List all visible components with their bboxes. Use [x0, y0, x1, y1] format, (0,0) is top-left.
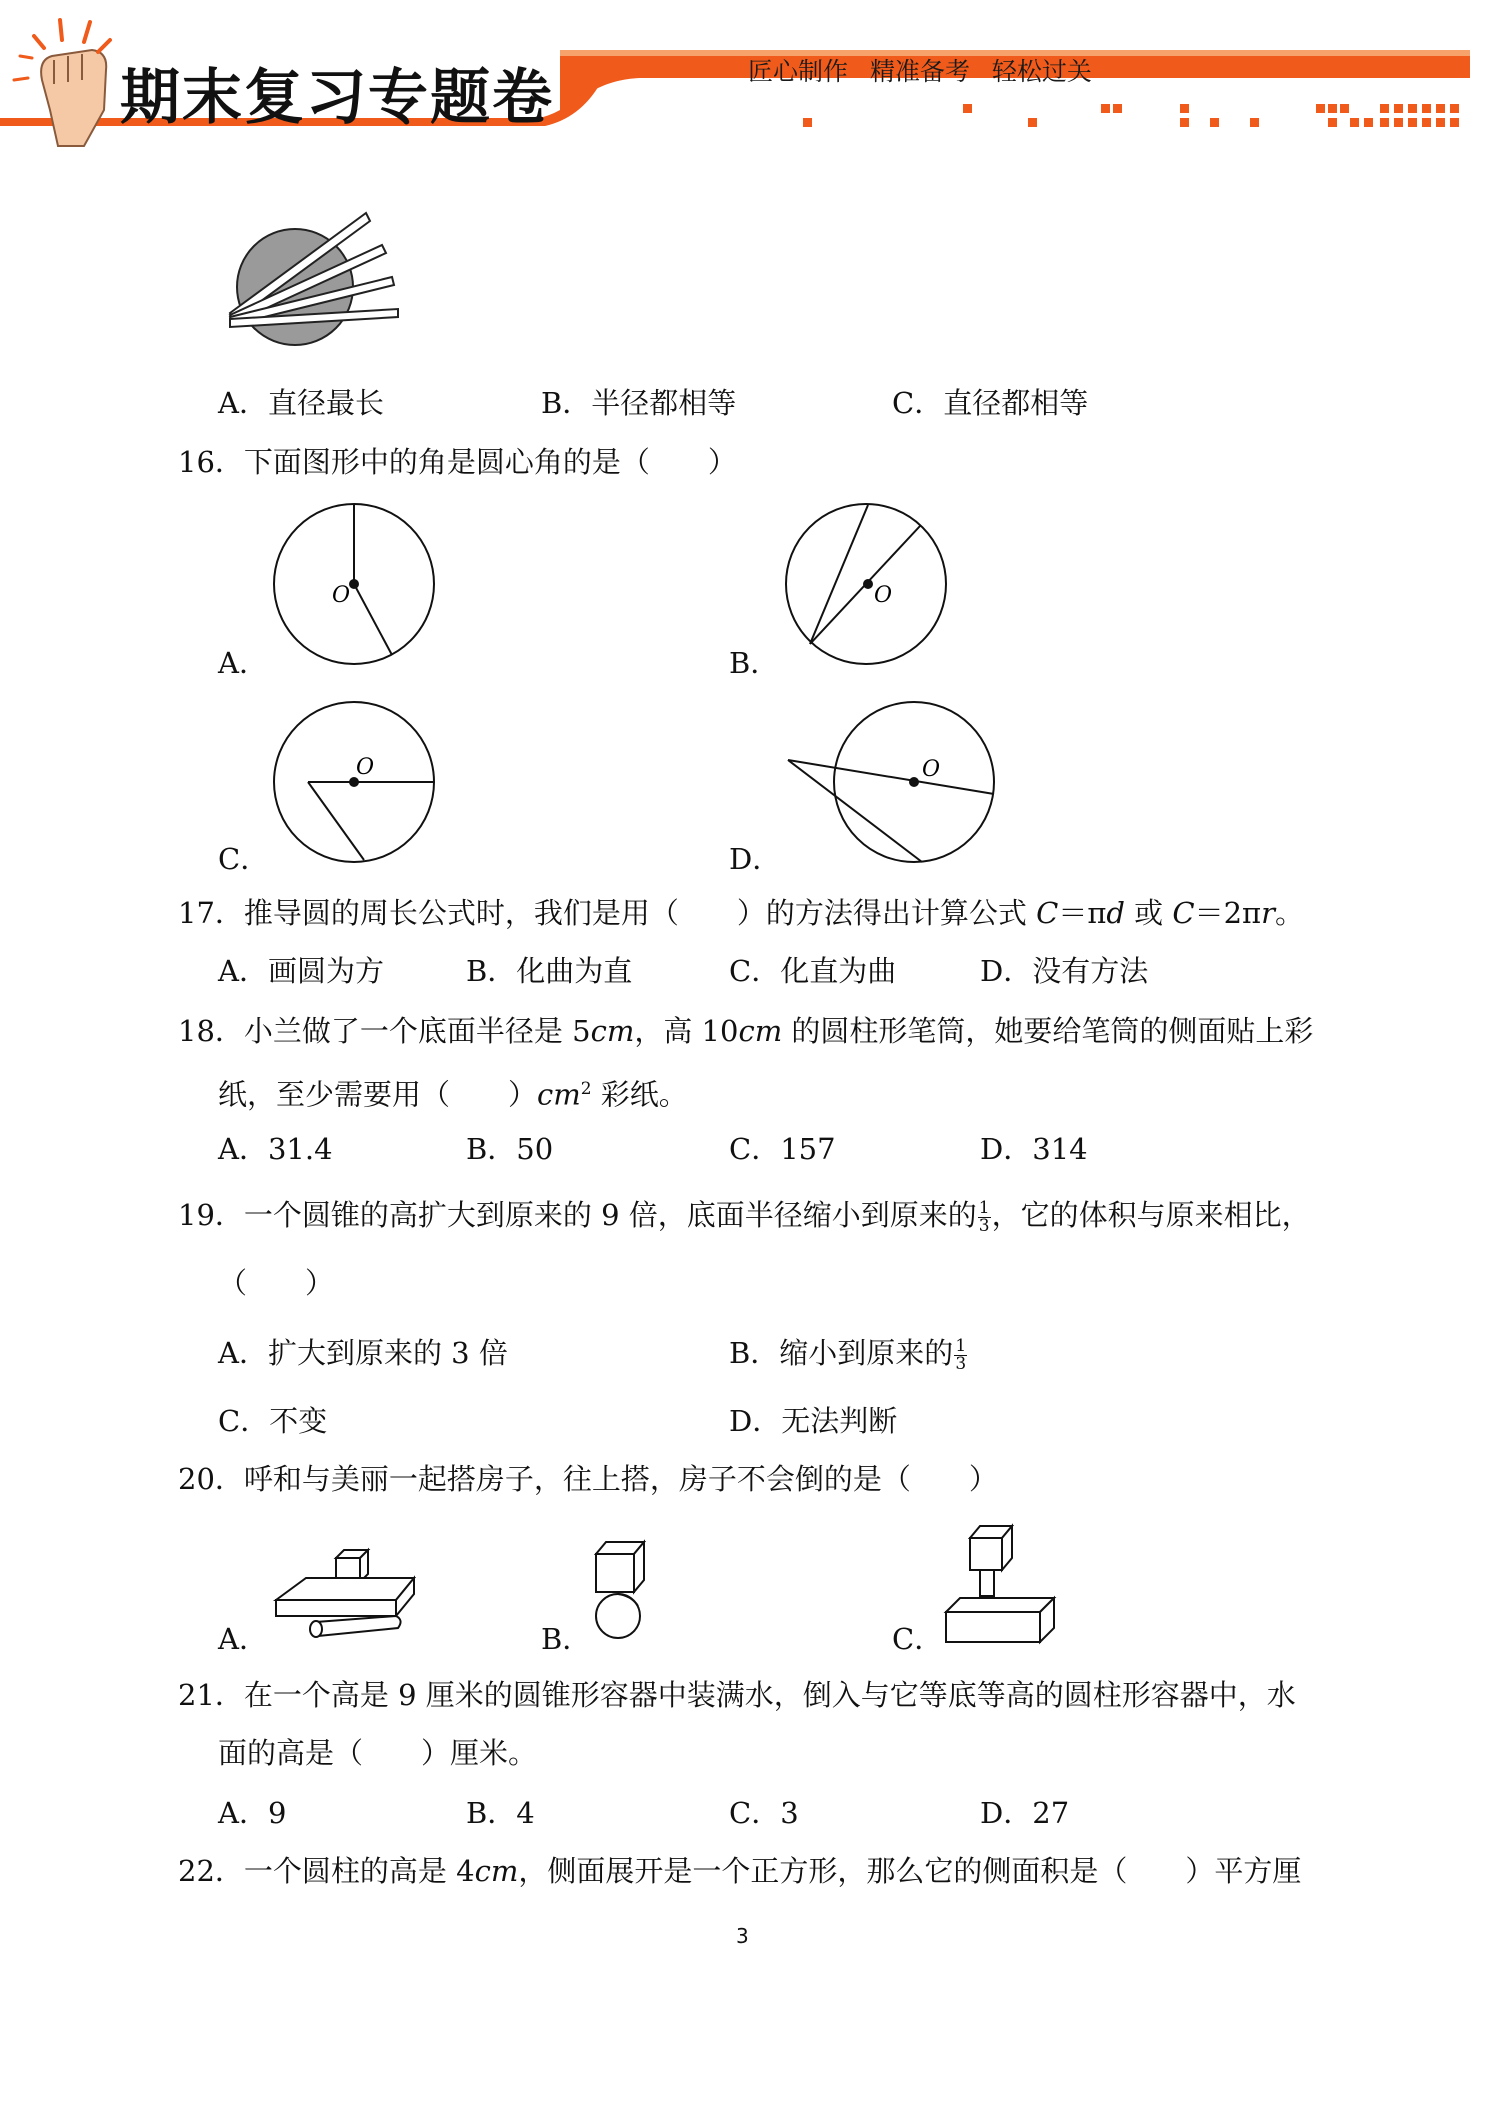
q18-option-d[interactable]: D．314: [980, 1132, 1088, 1166]
q19-option-c[interactable]: C．不变: [218, 1404, 328, 1438]
q17-option-c[interactable]: C．化直为曲: [729, 954, 897, 988]
q16-d-center-label: O: [922, 757, 941, 782]
q15-option-b[interactable]: B．半径都相等: [541, 386, 737, 420]
q20-label-a[interactable]: A．: [218, 1622, 268, 1656]
page-number: 3: [736, 1924, 749, 1948]
q20-figure-b: [590, 1532, 670, 1652]
q19-option-a[interactable]: A．扩大到原来的 3 倍: [218, 1336, 508, 1370]
q19-option-b-fraction: $\frac{1}{3}$: [955, 1335, 967, 1374]
q21-option-d[interactable]: D．27: [980, 1796, 1070, 1830]
q18-line-1: 18．小兰做了一个底面半径是 5cm，高 10cm 的圆柱形笔筒，她要给笔筒的侧面贴上彩: [178, 1014, 1314, 1048]
q20-label-c[interactable]: C．: [892, 1622, 944, 1656]
q18-option-c[interactable]: C．157: [729, 1132, 836, 1166]
q20-label-b[interactable]: B．: [541, 1622, 592, 1656]
q18-line-2: 纸，至少需要用（ ）$cm^2$ 彩纸。: [218, 1077, 688, 1112]
q16-label-c[interactable]: C．: [218, 842, 270, 876]
q15-circle-with-sticks-figure: [220, 205, 420, 365]
header-title: 期末复习专题卷: [120, 63, 554, 133]
q16-label-a[interactable]: A．: [218, 646, 268, 680]
q18-option-a[interactable]: A．31.4: [218, 1132, 333, 1166]
q22-line-1: 22．一个圆柱的高是 4cm，侧面展开是一个正方形，那么它的侧面积是（ ）平方厘: [178, 1854, 1302, 1888]
q17-option-a[interactable]: A．画圆为方: [218, 954, 384, 988]
q16-label-d[interactable]: D．: [729, 842, 782, 876]
q17-option-b[interactable]: B．化曲为直: [466, 954, 633, 988]
q19-option-b[interactable]: B．缩小到原来的 $\frac{1}{3}$: [729, 1335, 967, 1374]
q20-figure-c: [940, 1520, 1060, 1650]
q20-question: 20．呼和与美丽一起搭房子，往上搭，房子不会倒的是（ ）: [178, 1462, 998, 1496]
fist-icon: [14, 20, 110, 146]
q16-question: 16．下面图形中的角是圆心角的是（ ）: [178, 445, 737, 479]
q15-option-c[interactable]: C．直径都相等: [892, 386, 1089, 420]
q21-line-1: 21．在一个高是 9 厘米的圆锥形容器中装满水，倒入与它等底等高的圆柱形容器中，水: [178, 1678, 1296, 1712]
q16-c-center-label: O: [356, 755, 375, 780]
q21-option-c[interactable]: C．3: [729, 1796, 799, 1830]
q19-line-1: 19．一个圆锥的高扩大到原来的 9 倍，底面半径缩小到原来的 $\frac{1}{3}$ ，它的体积与原来相比，: [178, 1197, 1311, 1236]
q16-a-center-label: O: [332, 583, 351, 608]
q15-option-a[interactable]: A．直径最长: [218, 386, 384, 420]
q21-option-a[interactable]: A．9: [218, 1796, 287, 1830]
q16-figure-a: [270, 500, 440, 670]
q18-option-b[interactable]: B．50: [466, 1132, 554, 1166]
q20-figure-a: [270, 1540, 420, 1650]
q19-fraction: $\frac{1}{3}$: [978, 1197, 990, 1236]
q16-label-b[interactable]: B．: [729, 646, 780, 680]
q19-line-2: （ ）: [218, 1266, 335, 1300]
q16-figure-b: [782, 500, 952, 670]
header-slogan: 匠心制作 精准备考 轻松过关: [748, 57, 1092, 86]
q16-b-center-label: O: [874, 583, 893, 608]
q16-figure-c: [270, 698, 440, 868]
q19-option-d[interactable]: D．无法判断: [729, 1404, 898, 1438]
q17-option-d[interactable]: D．没有方法: [980, 954, 1149, 988]
q21-line-2: 面的高是（ ）厘米。: [218, 1736, 538, 1770]
q17-question: 17．推导圆的周长公式时，我们是用（ ）的方法得出计算公式 C＝πd 或 C＝2πr。: [178, 896, 1305, 930]
q21-option-b[interactable]: B．4: [466, 1796, 535, 1830]
q16-figure-d: [782, 698, 1002, 868]
